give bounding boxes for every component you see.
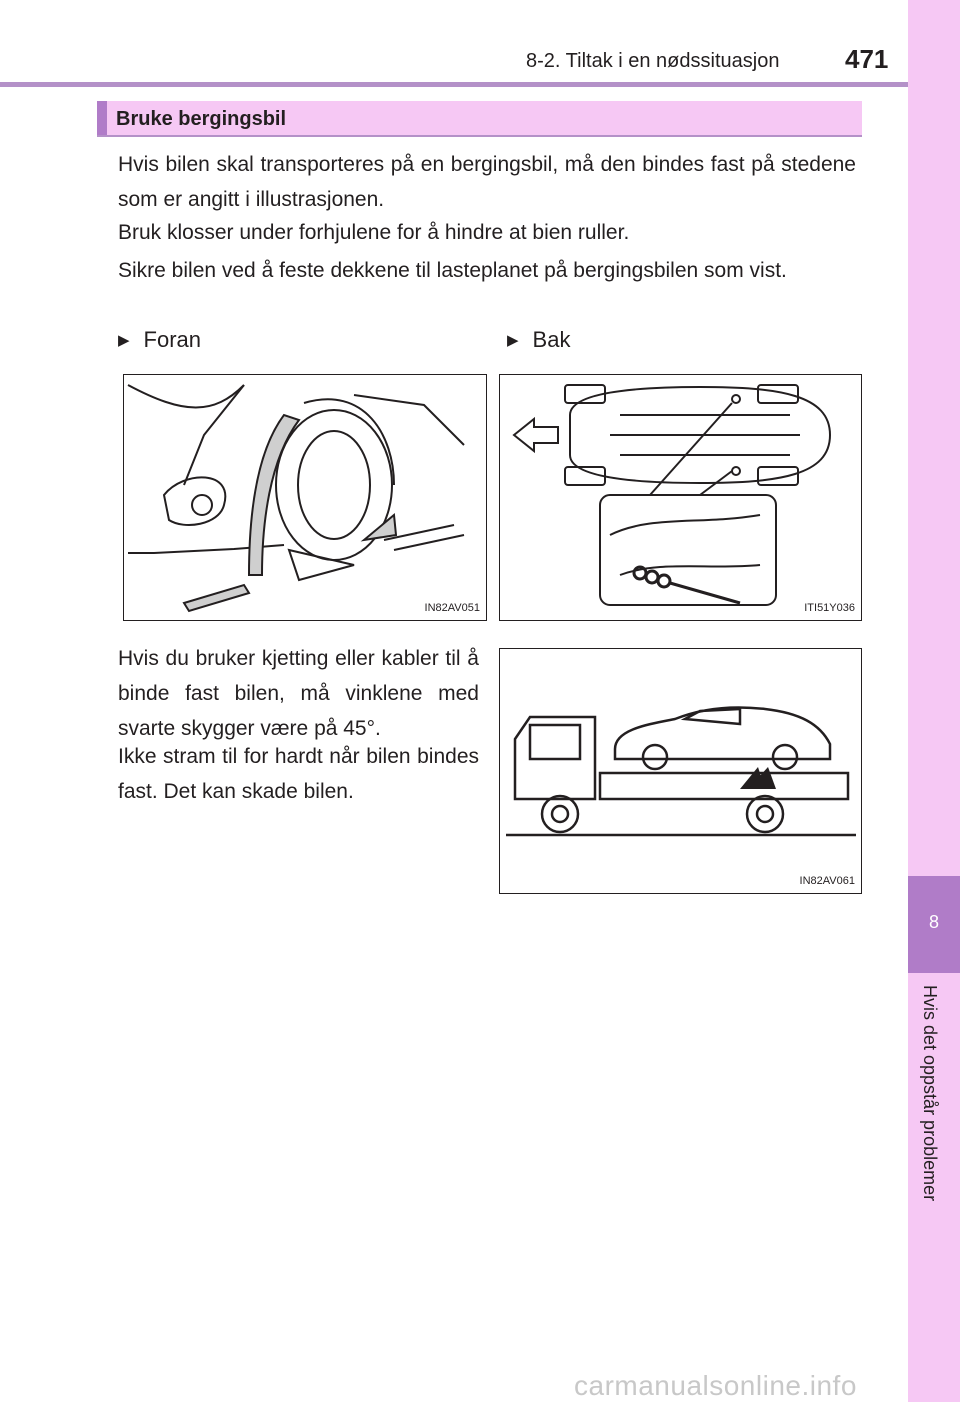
figure-tow-truck — [499, 648, 862, 894]
label-front — [118, 327, 201, 353]
section-title: Bruke bergingsbil — [116, 108, 287, 130]
chapter-title: Hvis det oppstår problemer — [920, 985, 940, 1202]
paragraph-chocks: Bruk klosser under forhjulene for å hindre at bien ruller. — [118, 221, 630, 244]
tow-truck-illustration — [500, 649, 861, 893]
label-rear-text: Bak — [532, 327, 571, 352]
header-rule — [0, 82, 908, 87]
note-chain-angle: Hvis du bruker kjetting eller kabler til å binde fast bilen, må vinklene med svarte skygger være på 45°. — [118, 647, 479, 740]
chapter-number: 8 — [928, 912, 939, 932]
watermark: carmanualsonline.info — [574, 1370, 857, 1401]
figure-code-truck: IN82AV061 — [799, 875, 855, 887]
triangle-bullet-icon: ▶ — [507, 332, 519, 349]
figure-code-rear: ITI51Y036 — [804, 602, 855, 614]
paragraph-transport: Hvis bilen skal transporteres på en bergingsbil, må den bindes fast på stedene som er angitt i illustrasjonen. — [118, 153, 856, 211]
figure-code-front: IN82AV051 — [424, 602, 480, 614]
label-front-text: Foran — [143, 327, 202, 352]
page-number: 471 — [845, 44, 889, 74]
section-heading-banner — [97, 101, 862, 137]
figure-front-tie-down — [123, 374, 487, 621]
note-tension: Ikke stram til for hardt når bilen bindes fast. Det kan skade bilen. — [118, 745, 479, 803]
banner-accent-bar — [97, 101, 107, 135]
label-rear — [507, 327, 570, 353]
figure-rear-tie-down — [499, 374, 862, 621]
running-header-section: 8-2. Tiltak i en nødssituasjon — [526, 50, 780, 72]
triangle-bullet-icon: ▶ — [118, 332, 130, 349]
paragraph-secure: Sikre bilen ved å feste dekkene til lasteplanet på bergingsbilen som vist. — [118, 259, 787, 282]
front-wheel-strap-illustration — [124, 375, 486, 620]
rear-underbody-illustration — [500, 375, 861, 620]
